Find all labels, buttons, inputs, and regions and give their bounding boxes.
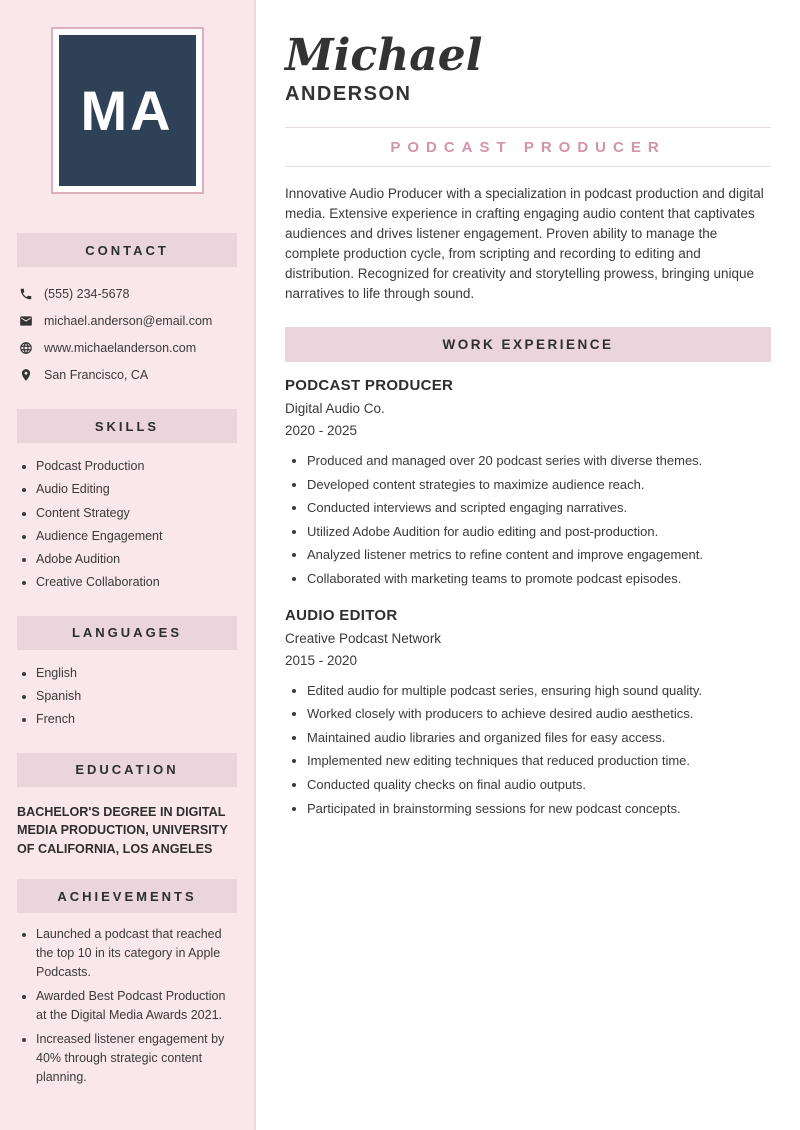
language-item: • Spanish: [36, 685, 237, 708]
job-bullet: • Conducted interviews and scripted engaging narratives.: [307, 496, 771, 520]
last-name: ANDERSON: [285, 83, 412, 105]
languages-list: [17, 662, 237, 732]
contact-email-value: michael.anderson@email.com: [44, 313, 213, 328]
name-block: [285, 32, 771, 106]
job-bullet: • Utilized Adobe Audition for audio editing and post-production.: [307, 520, 771, 544]
contact-website-value: www.michaelanderson.com: [44, 340, 197, 355]
job-bullet: • Maintained audio libraries and organized files for easy access.: [307, 726, 771, 750]
job-company: Creative Podcast Network: [285, 630, 442, 646]
job-entry: [285, 377, 771, 591]
education-degree: BACHELOR'S DEGREE IN DIGITAL MEDIA PRODUCTION, UNIVERSITY OF CALIFORNIA, LOS ANGELES: [17, 804, 228, 856]
location-pin-icon: [19, 368, 33, 382]
contact-header-label: CONTACT: [85, 242, 169, 258]
languages-header-label: LANGUAGES: [71, 625, 183, 641]
job-bullet: • Edited audio for multiple podcast series, ensuring high sound quality.: [307, 679, 771, 703]
job-title: PODCAST PRODUCER: [285, 377, 454, 394]
job-bullet: • Produced and managed over 20 podcast series with diverse themes.: [307, 449, 771, 473]
job-entry: [285, 607, 771, 821]
job-bullet: • Implemented new editing techniques that reduced production time.: [307, 749, 771, 773]
achievement-item: • Awarded Best Podcast Production at the Digital Media Awards 2021.: [36, 987, 237, 1025]
contact-row-website: [17, 334, 237, 361]
work-experience-section-header: [285, 327, 771, 362]
language-item: • English: [36, 662, 237, 685]
contact-list: [17, 280, 237, 388]
achievements-list: [17, 925, 237, 1087]
job-bullet-list: [285, 679, 771, 821]
skills-header-label: SKILLS: [94, 418, 160, 434]
achievements-section-header: [17, 879, 237, 913]
skill-item: • Podcast Production: [36, 455, 237, 478]
skill-item: • Audio Editing: [36, 478, 237, 501]
first-name: Michael: [285, 30, 483, 81]
email-icon: [19, 314, 33, 328]
contact-phone-value: (555) 234-5678: [44, 286, 130, 301]
job-bullet: • Analyzed listener metrics to refine content and improve engagement.: [307, 543, 771, 567]
education-section-header: [17, 753, 237, 787]
contact-row-phone: [17, 280, 237, 307]
job-bullet: • Collaborated with marketing teams to promote podcast episodes.: [307, 567, 771, 591]
job-bullet: • Worked closely with producers to achieve desired audio aesthetics.: [307, 702, 771, 726]
sidebar: [0, 0, 256, 1130]
skill-item: • Audience Engagement: [36, 525, 237, 548]
globe-icon: [19, 341, 33, 355]
skill-item: • Creative Collaboration: [36, 571, 237, 594]
education-header-label: EDUCATION: [75, 762, 179, 778]
profile-photo-frame: [51, 27, 204, 194]
role-title: PODCAST PRODUCER: [390, 139, 666, 156]
job-dates: 2015 - 2020: [285, 652, 358, 668]
skills-list: [17, 455, 237, 595]
contact-row-email: [17, 307, 237, 334]
main-content: [256, 0, 800, 1130]
profile-summary: Innovative Audio Producer with a specialization in podcast production and digital media. Extensive experience in crafting engaging audio content that captivates audiences and drives listener engagement. Proven ability to manage the complete production cycle, from scripting and recording to editing and distribution. Recognized for creativity and storytelling prowess, bringing unique narratives to life through sound.: [285, 186, 764, 301]
language-item: • French: [36, 708, 237, 731]
skills-section-header: [17, 409, 237, 443]
job-title: AUDIO EDITOR: [285, 606, 398, 624]
skill-item: • Adobe Audition: [36, 548, 237, 571]
phone-icon: [19, 287, 33, 301]
job-dates: 2020 - 2025: [285, 423, 358, 438]
achievements-header-label: ACHIEVEMENTS: [57, 888, 197, 904]
job-bullet: • Conducted quality checks on final audio outputs.: [307, 773, 771, 797]
profile-initials: MA: [80, 79, 174, 142]
languages-section-header: [17, 616, 237, 650]
achievement-item: • Launched a podcast that reached the top 10 in its category in Apple Podcasts.: [36, 925, 237, 982]
job-company: Digital Audio Co.: [285, 401, 385, 416]
work-experience-header-label: WORK EXPERIENCE: [442, 337, 614, 352]
achievement-item: • Increased listener engagement by 40% through strategic content planning.: [36, 1030, 237, 1087]
skill-item: • Content Strategy: [36, 502, 237, 525]
job-bullet: • Participated in brainstorming sessions for new podcast concepts.: [307, 797, 771, 821]
contact-section-header: [17, 233, 237, 267]
job-bullet: • Developed content strategies to maximize audience reach.: [307, 473, 771, 497]
divider-line: [285, 166, 771, 167]
contact-row-location: [17, 361, 237, 388]
job-bullet-list: [285, 449, 771, 591]
contact-location-value: San Francisco, CA: [44, 367, 149, 382]
profile-photo-placeholder: [59, 35, 196, 186]
